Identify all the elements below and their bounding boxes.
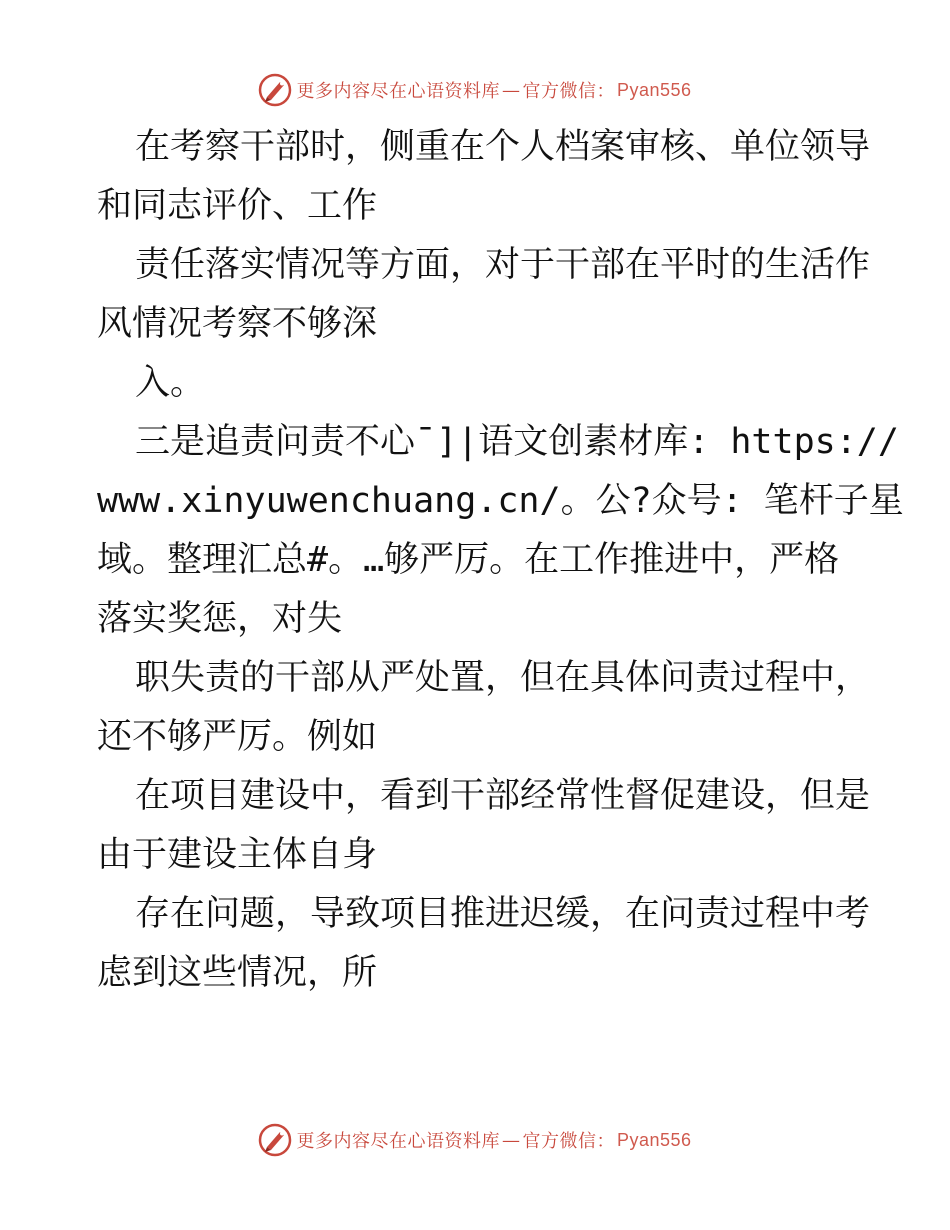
- text-line: 在考察干部时，侧重在个人档案审核、单位领导: [135, 127, 871, 167]
- text-line: 存在问题，导致项目推进迟缓，在问责过程中考: [135, 894, 871, 934]
- text-line: 职失责的干部从严处置，但在具体问责过程中，: [135, 658, 871, 698]
- header-banner: [0, 72, 950, 108]
- footer-banner: [0, 1122, 950, 1158]
- pen-circle-logo-icon: [258, 73, 292, 107]
- banner-wechat-label: 官方微信：: [522, 81, 615, 102]
- banner-separator: —: [501, 1129, 521, 1151]
- text-line: 虑到这些情况，所: [97, 953, 378, 993]
- text-line: 域。整理汇总#。…够严厉。在工作推进中，严格: [97, 540, 840, 580]
- text-line: 还不够严厉。例如: [97, 717, 378, 757]
- document-body: [97, 118, 904, 1003]
- banner-wechat-label: 官方微信：: [522, 1131, 615, 1152]
- banner-separator: —: [501, 79, 521, 101]
- text-line: 三是追责问责不心¯]|语文创素材库: https://: [135, 422, 899, 462]
- text-line: 责任落实情况等方面，对于干部在平时的生活作: [135, 245, 871, 285]
- text-line: 由于建设主体自身: [97, 835, 378, 875]
- text-line: 和同志评价、工作: [97, 186, 378, 226]
- banner-text: 更多内容尽在心语资料库: [296, 1131, 500, 1152]
- banner-wechat-id: Pyan556: [616, 79, 692, 100]
- text-line: 在项目建设中，看到干部经常性督促建设，但是: [135, 776, 871, 816]
- pen-circle-logo-icon: [258, 1123, 292, 1157]
- text-line: www.xinyuwenchuang.cn/。公?众号: 笔杆子星: [97, 481, 904, 521]
- text-line: 入。: [135, 363, 206, 403]
- text-line: 落实奖惩，对失: [97, 599, 343, 639]
- banner-wechat-id: Pyan556: [616, 1129, 692, 1150]
- text-line: 风情况考察不够深: [97, 304, 378, 344]
- banner-text: 更多内容尽在心语资料库: [296, 81, 500, 102]
